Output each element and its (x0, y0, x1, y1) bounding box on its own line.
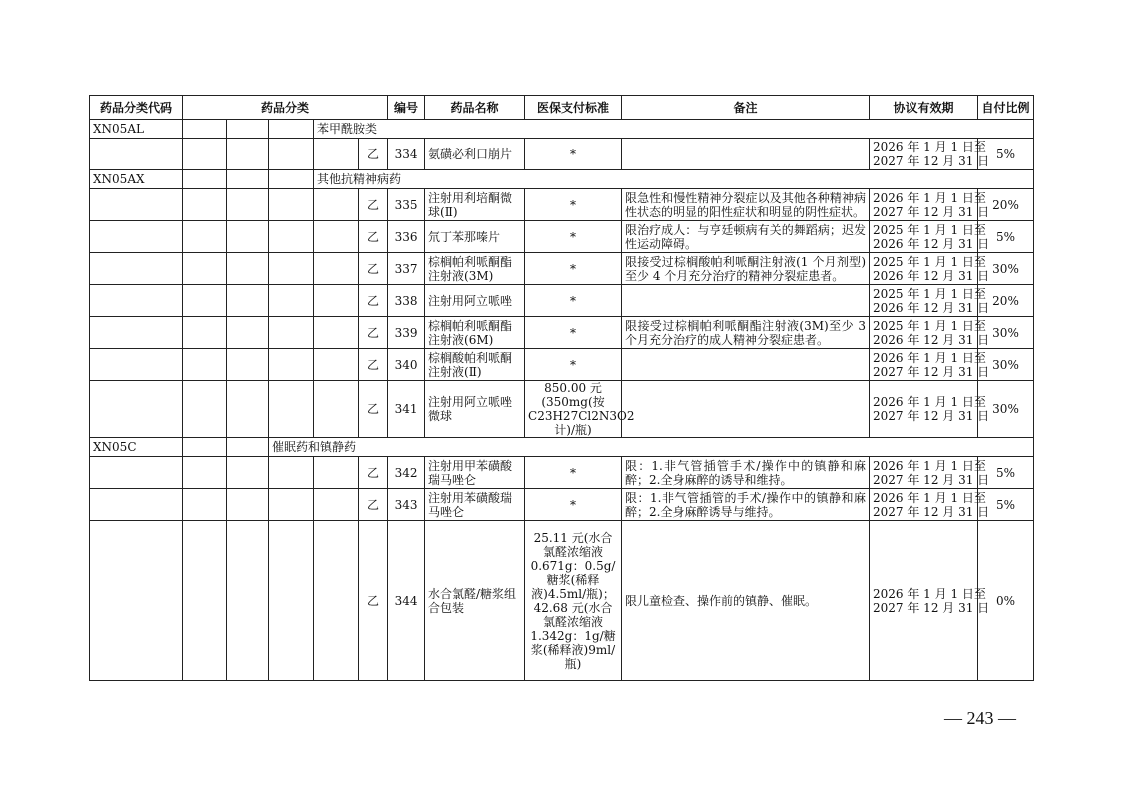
no-cell: 334 (388, 139, 425, 170)
validity-start: 2026 年 1 月 1 日至 (873, 190, 986, 205)
drug-table (89, 95, 1034, 681)
note-cell: 限：1.非气管插管的手术/操作中的镇静和麻醉；2.全身麻醉诱导与维持。 (622, 489, 870, 521)
header-code: 药品分类代码 (90, 96, 183, 120)
type-cell: 乙 (359, 221, 388, 253)
validity-start: 2025 年 1 月 1 日至 (873, 286, 986, 301)
table-row (90, 253, 1034, 285)
ratio-cell: 5% (978, 139, 1034, 170)
type-cell: 乙 (359, 521, 388, 681)
type-cell: 乙 (359, 253, 388, 285)
ratio-cell: 30% (978, 349, 1034, 381)
table-row (90, 521, 1034, 681)
name-cell: 注射用苯磺酸瑞马唑仑 (425, 489, 525, 521)
type-cell: 乙 (359, 317, 388, 349)
note-cell (622, 285, 870, 317)
validity-start: 2025 年 1 月 1 日至 (873, 318, 986, 333)
table-row (90, 285, 1034, 317)
name-cell: 棕榈帕利哌酮酯注射液(3M) (425, 253, 525, 285)
type-cell: 乙 (359, 457, 388, 489)
validity-cell (870, 253, 990, 285)
type-cell: 乙 (359, 349, 388, 381)
validity-cell (870, 189, 990, 221)
no-cell: 335 (388, 189, 425, 221)
section-code: XN05AL (90, 120, 183, 139)
standard-cell: 25.11 元(水合氯醛浓缩液 0.671g：0.5g/糖浆(稀释液)4.5ml/瓶)；42.68 元(水合氯醛浓缩液 1.342g：1g/糖浆(稀释液)9ml/瓶) (525, 521, 622, 681)
note-cell: 限急性和慢性精神分裂症以及其他各种精神病性状态的明显的阳性症状和明显的阴性症状。 (622, 189, 870, 221)
validity-cell (870, 221, 990, 253)
validity-cell (870, 457, 990, 489)
validity-end: 2027 年 12 月 31 日 (873, 204, 990, 219)
name-cell: 棕榈帕利哌酮酯注射液(6M) (425, 317, 525, 349)
note-cell: 限治疗成人：与亨廷顿病有关的舞蹈病；迟发性运动障碍。 (622, 221, 870, 253)
standard-cell: * (525, 221, 622, 253)
validity-cell (870, 317, 990, 349)
ratio-cell: 0% (978, 521, 1034, 681)
validity-start: 2026 年 1 月 1 日至 (873, 458, 986, 473)
standard-cell: * (525, 349, 622, 381)
validity-end: 2026 年 12 月 31 日 (873, 268, 990, 283)
type-cell: 乙 (359, 139, 388, 170)
header-category: 药品分类 (183, 96, 388, 120)
note-cell: 限：1.非气管插管手术/操作中的镇静和麻醉；2.全身麻醉的诱导和维持。 (622, 457, 870, 489)
note-cell: 限接受过棕榈帕利哌酮酯注射液(3M)至少 3 个月充分治疗的成人精神分裂症患者。 (622, 317, 870, 349)
validity-start: 2026 年 1 月 1 日至 (873, 586, 986, 601)
ratio-cell: 20% (978, 285, 1034, 317)
no-cell: 342 (388, 457, 425, 489)
standard-cell: * (525, 139, 622, 170)
section-title: 催眠药和镇静药 (269, 438, 1034, 457)
header-ratio: 自付比例 (978, 96, 1034, 120)
section-title: 其他抗精神病药 (314, 170, 1034, 189)
name-cell: 棕榈酸帕利哌酮注射液(Ⅱ) (425, 349, 525, 381)
no-cell: 339 (388, 317, 425, 349)
no-cell: 341 (388, 381, 425, 438)
table-row (90, 139, 1034, 170)
table-row (90, 221, 1034, 253)
table-row (90, 381, 1034, 438)
validity-start: 2025 年 1 月 1 日至 (873, 222, 986, 237)
no-cell: 340 (388, 349, 425, 381)
validity-cell (870, 139, 990, 170)
validity-cell (870, 349, 990, 381)
validity-end: 2026 年 12 月 31 日 (873, 236, 990, 251)
header-no: 编号 (388, 96, 425, 120)
table-row (90, 457, 1034, 489)
header-row (90, 96, 1034, 120)
name-cell: 注射用阿立哌唑 (425, 285, 525, 317)
note-cell (622, 349, 870, 381)
standard-cell: * (525, 189, 622, 221)
table-row (90, 317, 1034, 349)
validity-end: 2027 年 12 月 31 日 (873, 504, 990, 519)
validity-end: 2026 年 12 月 31 日 (873, 300, 990, 315)
name-cell: 水合氯醛/糖浆组合包装 (425, 521, 525, 681)
ratio-cell: 30% (978, 317, 1034, 349)
validity-start: 2026 年 1 月 1 日至 (873, 350, 986, 365)
no-cell: 338 (388, 285, 425, 317)
type-cell: 乙 (359, 489, 388, 521)
standard-cell: 850.00 元(350mg(按 C23H27Cl2N3O2 计)/瓶) (525, 381, 622, 438)
standard-cell: * (525, 457, 622, 489)
section-code: XN05AX (90, 170, 183, 189)
no-cell: 337 (388, 253, 425, 285)
type-cell: 乙 (359, 189, 388, 221)
ratio-cell: 30% (978, 381, 1034, 438)
validity-start: 2025 年 1 月 1 日至 (873, 254, 986, 269)
name-cell: 注射用阿立哌唑微球 (425, 381, 525, 438)
table-row (90, 489, 1034, 521)
type-cell: 乙 (359, 381, 388, 438)
validity-start: 2026 年 1 月 1 日至 (873, 490, 986, 505)
header-note: 备注 (622, 96, 870, 120)
no-cell: 336 (388, 221, 425, 253)
validity-end: 2027 年 12 月 31 日 (873, 364, 990, 379)
validity-end: 2027 年 12 月 31 日 (873, 409, 990, 423)
standard-cell: * (525, 317, 622, 349)
name-cell: 氨磺必利口崩片 (425, 139, 525, 170)
validity-cell (870, 489, 990, 521)
no-cell: 343 (388, 489, 425, 521)
note-cell: 限儿童检查、操作前的镇静、催眠。 (622, 521, 870, 681)
standard-cell: * (525, 285, 622, 317)
validity-start: 2026 年 1 月 1 日至 (873, 395, 986, 409)
table-row (90, 189, 1034, 221)
name-cell: 氘丁苯那嗪片 (425, 221, 525, 253)
note-cell (622, 139, 870, 170)
no-cell: 344 (388, 521, 425, 681)
page-number: — 243 — (944, 708, 1016, 728)
header-standard: 医保支付标准 (525, 96, 622, 120)
table-row (90, 349, 1034, 381)
validity-end: 2027 年 12 月 31 日 (873, 600, 990, 615)
note-cell (622, 381, 870, 438)
validity-end: 2027 年 12 月 31 日 (873, 154, 990, 168)
ratio-cell: 5% (978, 489, 1034, 521)
ratio-cell: 5% (978, 221, 1034, 253)
section-row (90, 170, 1034, 189)
validity-end: 2026 年 12 月 31 日 (873, 332, 990, 347)
section-row (90, 120, 1034, 139)
ratio-cell: 20% (978, 189, 1034, 221)
validity-end: 2027 年 12 月 31 日 (873, 472, 990, 487)
note-cell: 限接受过棕榈酸帕利哌酮注射液(1 个月剂型)至少 4 个月充分治疗的精神分裂症患者。 (622, 253, 870, 285)
ratio-cell: 5% (978, 457, 1034, 489)
name-cell: 注射用甲苯磺酸瑞马唑仑 (425, 457, 525, 489)
section-code: XN05C (90, 438, 183, 457)
validity-cell (870, 381, 990, 438)
validity-cell (870, 285, 990, 317)
section-row (90, 438, 1034, 457)
section-title: 苯甲酰胺类 (314, 120, 1034, 139)
validity-start: 2026 年 1 月 1 日至 (873, 140, 986, 154)
header-name: 药品名称 (425, 96, 525, 120)
validity-cell (870, 521, 990, 681)
standard-cell: * (525, 253, 622, 285)
name-cell: 注射用利培酮微球(Ⅱ) (425, 189, 525, 221)
type-cell: 乙 (359, 285, 388, 317)
header-validity: 协议有效期 (870, 96, 978, 120)
ratio-cell: 30% (978, 253, 1034, 285)
standard-cell: * (525, 489, 622, 521)
